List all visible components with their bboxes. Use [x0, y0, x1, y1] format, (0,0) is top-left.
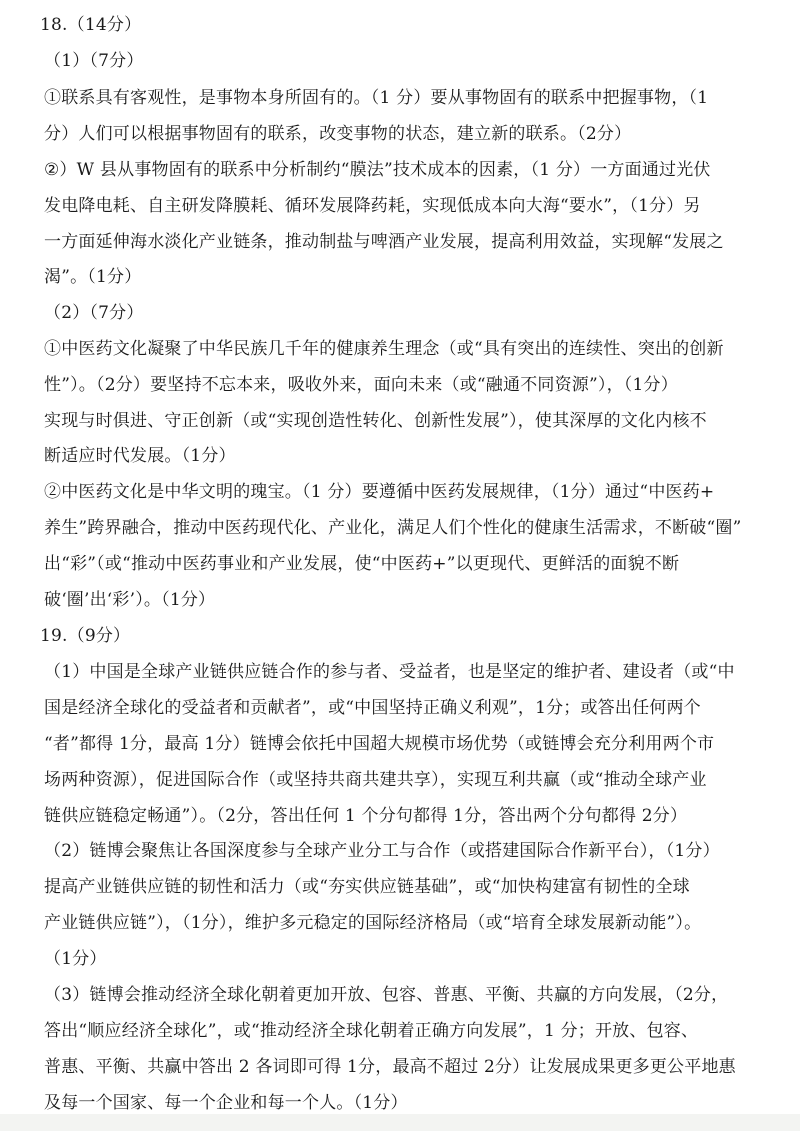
q18-heading: 18.（14分）: [40, 15, 142, 35]
q18-part2-point2-line2: 养生”跨界融合，推动中医药现代化、产业化，满足人们个性化的健康生活需求，不断破“圈”: [44, 518, 742, 538]
q19-part3-line3: 普惠、平衡、共赢中答出 2 各词即可得 1分，最高不超过 2分）让发展成果更多更公平地惠: [44, 1057, 736, 1077]
q18-part1-label: （1）（7分）: [44, 51, 144, 71]
q19-part3-line1: （3）链博会推动经济全球化朝着更加开放、包容、普惠、平衡、共赢的方向发展，（2分，: [44, 985, 729, 1005]
q18-part2-point1-line4: 断适应时代发展。（1分）: [44, 446, 236, 466]
q18-part1-point1-line1: ①联系具有客观性，是事物本身所固有的。（1 分）要从事物固有的联系中把握事物，（1: [44, 88, 709, 108]
q19-part2-line2: 提高产业链供应链的韧性和活力（或“夯实供应链基础”，或“加快构建富有韧性的全球: [44, 877, 690, 897]
q19-part2-line3: 产业链供应链”），（1分），维护多元稳定的国际经济格局（或“培育全球发展新动能”）。: [44, 913, 702, 933]
q19-part1-line3: “者”都得 1分，最高 1分）链博会依托中国超大规模市场优势（或链博会充分利用两个市: [44, 734, 715, 754]
q19-part1-line1: （1）中国是全球产业链供应链合作的参与者、受益者，也是坚定的维护者、建设者（或“中: [44, 662, 735, 682]
q19-part2-line1: （2）链博会聚焦让各国深度参与全球产业分工与合作（或搭建国际合作新平台），（1分）: [44, 841, 720, 861]
q19-part1-line5: 链供应链稳定畅通”）。（2分，答出任何 1 个分句都得 1分，答出两个分句都得 2分）: [44, 806, 688, 826]
q18-part2-point1-line2: 性”）。（2分）要坚持不忘本来，吸收外来，面向未来（或“融通不同资源”），（1分）: [44, 375, 678, 395]
q19-part3-line4: 及每一个国家、每一个企业和每一个人。（1分）: [44, 1093, 408, 1113]
q18-part2-point1-line3: 实现与时俱进、守正创新（或“实现创造性转化、创新性发展”），使其深厚的文化内核不: [44, 411, 707, 431]
q18-part2-point2-line1: ②中医药文化是中华文明的瑰宝。（1 分）要遵循中医药发展规律，（1分）通过“中医药+: [44, 482, 715, 502]
q19-part1-line4: 场两种资源），促进国际合作（或坚持共商共建共享），实现互利共赢（或“推动全球产业: [44, 770, 707, 790]
q18-part2-point2-line4: 破‘圈’出‘彩’）。（1分）: [44, 590, 216, 610]
q18-part1-point2-line1: ②）W 县从事物固有的联系中分析制约“膜法”技术成本的因素，（1 分）一方面通过光伏: [44, 160, 711, 180]
q18-part1-point2-line2: 发电降电耗、自主研发降膜耗、循环发展降药耗，实现低成本向大海“要水”，（1分）另: [44, 196, 701, 216]
q18-part1-point2-line4: 渴”。（1分）: [44, 267, 142, 287]
q19-part2-line4: （1分）: [44, 949, 107, 969]
q18-part1-point1-line2: 分）人们可以根据事物固有的联系，改变事物的状态，建立新的联系。（2分）: [44, 124, 632, 144]
q19-part3-line2: 答出“顺应经济全球化”，或“推动经济全球化朝着正确方向发展”，1 分；开放、包容、: [44, 1021, 699, 1041]
q19-heading: 19.（9分）: [40, 626, 131, 646]
q18-part2-point2-line3: 出“彩”（或“推动中医药事业和产业发展，使“中医药+”以更现代、更鲜活的面貌不断: [44, 554, 680, 574]
page-bottom-strip: [0, 1114, 800, 1131]
q18-part2-label: （2）（7分）: [44, 303, 144, 323]
q18-part1-point2-line3: 一方面延伸海水淡化产业链条，推动制盐与啤酒产业发展，提高利用效益，实现解“发展之: [44, 232, 724, 252]
q18-part2-point1-line1: ①中医药文化凝聚了中华民族几千年的健康养生理念（或“具有突出的连续性、突出的创新: [44, 339, 724, 359]
q19-part1-line2: 国是经济全球化的受益者和贡献者”，或“中国坚持正确义利观”，1分；或答出任何两个: [44, 698, 701, 718]
